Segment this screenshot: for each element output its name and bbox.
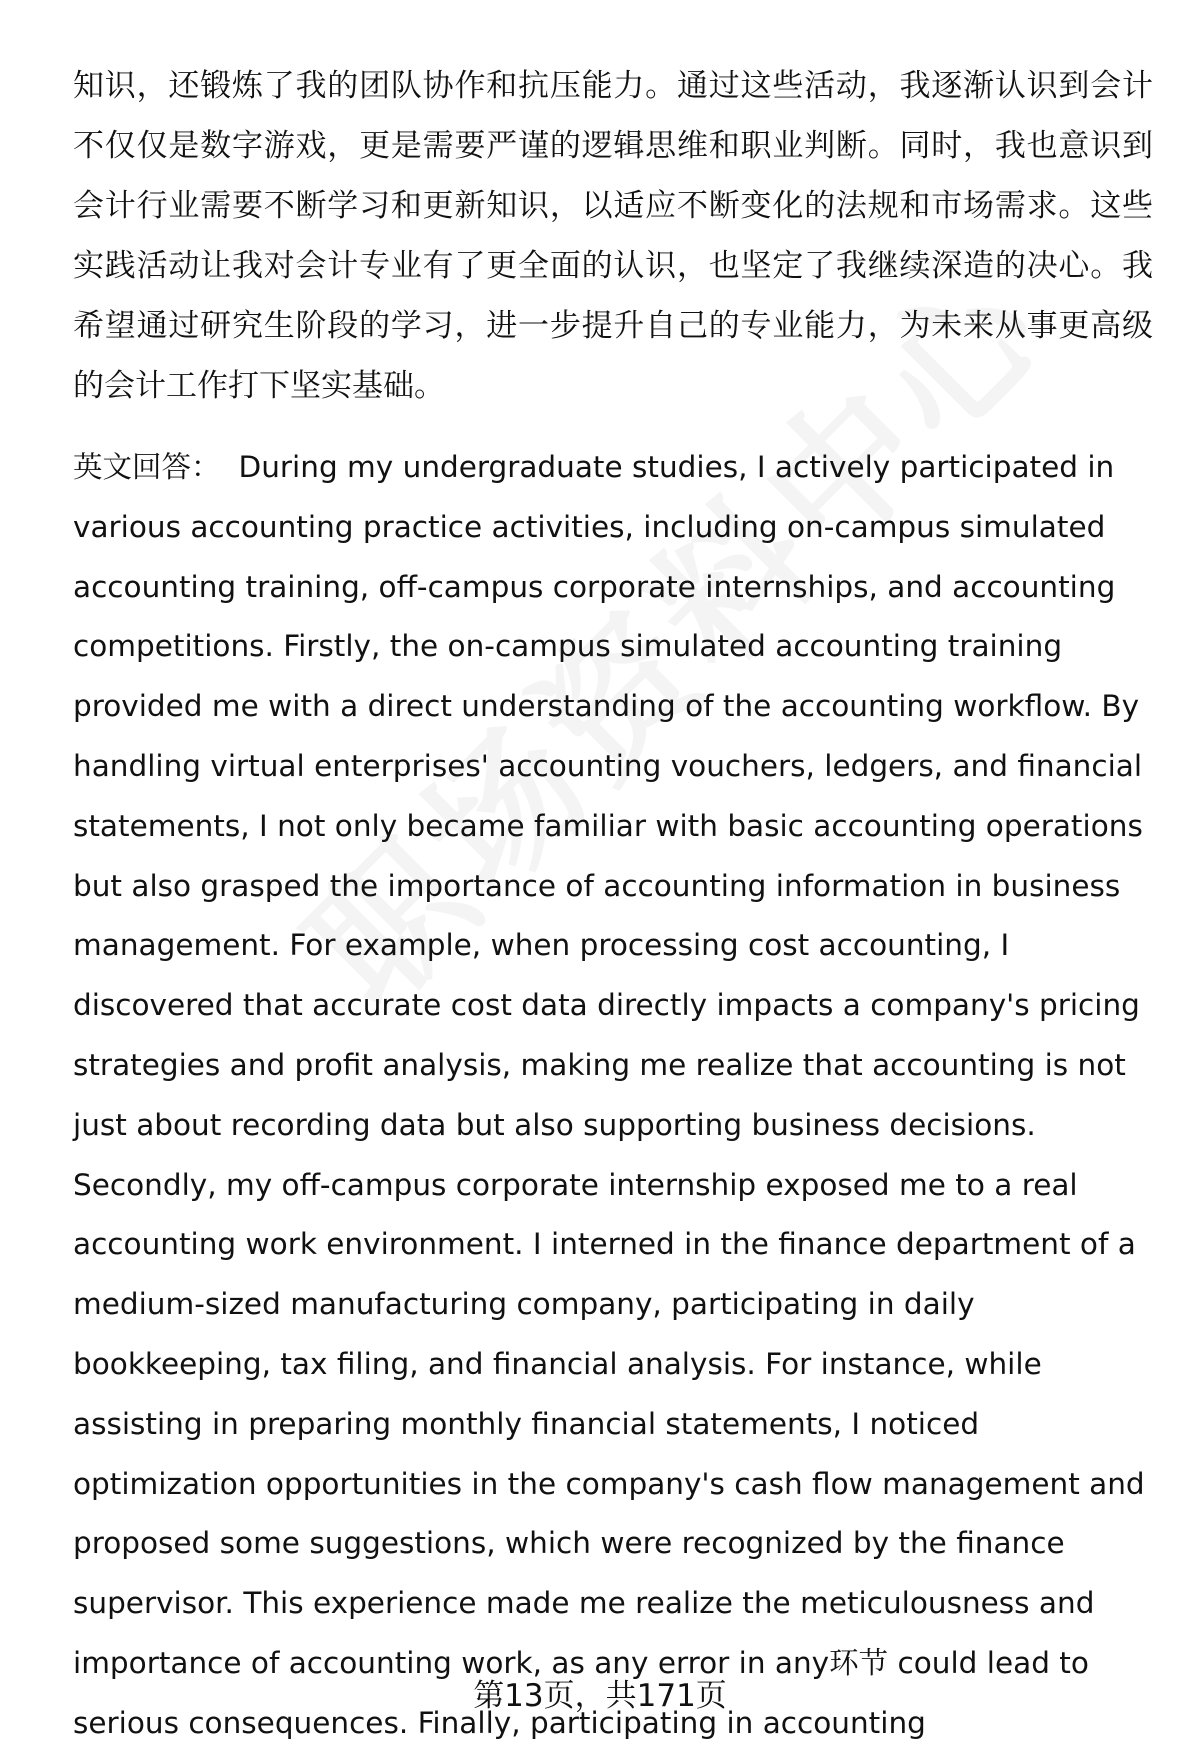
english-answer-label: 英文回答： [73, 450, 221, 484]
page-number-footer: 第13页，共171页 [473, 1678, 727, 1714]
chinese-answer-paragraph: 知识，还锻炼了我的团队协作和抗压能力。通过这些活动，我逐渐认识到会计不仅仅是数字游戏，更是需要严谨的逻辑思维和职业判断。同时，我也意识到会计行业需要不断学习和更新知识，以适应不断变化的法规和市场需求。这些实践活动让我对会计专业有了更全面的认识，也坚定了我继续深造的决心。我希望通过研究生阶段的学习，进一步提升自己的专业能力，为未来从事更高级的会计工作打下坚实基础。 [73, 68, 1153, 404]
english-answer-text: During my undergraduate studies, I actively participated in various accounting practice activities, including on-campus simulated accounting training, off-campus corporate internships, and accounting competitions. Firstly, the on-campus simulated accounting training provided me with a direct understanding of the accounting workflow. By handling virtual enterprises' accounting vouchers, ledgers, and financial statements, I not only became familiar with basic accounting operations but also grasped the importance of accounting information in business management. For example, when processing cost accounting, I discovered that accurate cost data directly impacts a company's pricing strategies and profit analysis, making me realize that accounting is not just about recording data but also supporting business decisions. Secondly, my off-campus corporate internship exposed me to a real accounting work environment. I interned in the finance department of a medium-sized manufacturing company, participating in daily bookkeeping, tax filing, and financial analysis. For instance, while assisting in preparing monthly financial statements, I noticed optimization opportunities in the company's cash flow management and proposed some suggestions, which were recognized by the finance supervisor. This experience made me realize the meticulousness and importance of accounting work, as any error in any环节 could lead to serious consequences. Finally, participating in accounting [73, 450, 1145, 1740]
english-answer-paragraph [73, 438, 1163, 1754]
